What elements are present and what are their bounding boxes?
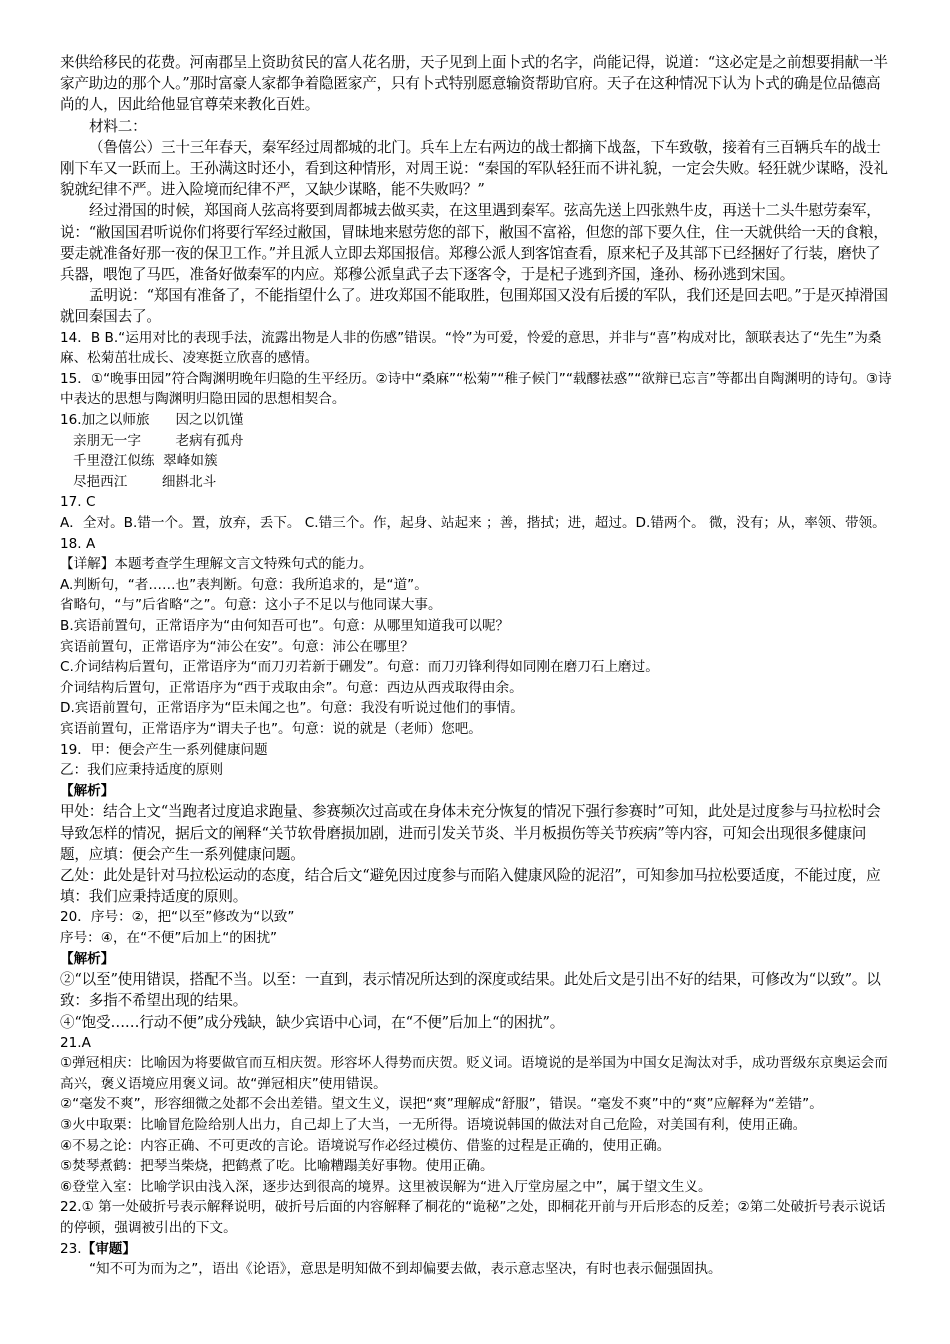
answer-19-jiexi-label: 【解析】 bbox=[60, 782, 115, 799]
answer-19-analysis: 乙处：此处是针对马拉松运动的态度，结合后文“避免因过度参与而陷入健康风险的泥沼”，可知参加马拉松要适度，不能过度，应填：我们应秉持适度的原则。 bbox=[60, 866, 881, 906]
answer-21-item: ⑤焚琴煮鹤：把琴当柴烧，把鹤煮了吃。比喻糟蹋美好事物。使用正确。 bbox=[60, 1158, 494, 1175]
answer-21-item: ②“毫发不爽”，形容细微之处都不会出差错。望文生义，误把“爽”理解成“舒服”，错误。“毫发不爽”中的“爽”应解释为“差错”。 bbox=[60, 1096, 823, 1113]
answer-16-line: 千里澄江似练 翠峰如簇 bbox=[60, 453, 218, 470]
answer-20-first: 20．序号：②，把“以至”修改为“以致” bbox=[60, 909, 295, 926]
answer-21-item: ⑥登堂入室：比喻学识由浅入深，逐步达到很高的境界。这里被误解为“进入厅堂房屋之中”，属于望文生义。 bbox=[60, 1178, 712, 1195]
answer-17-choice: 17. C bbox=[60, 494, 96, 511]
answer-21-item: ①弹冠相庆：比喻因为将要做官而互相庆贺。形容坏人得势而庆贺。贬义词。语境说的是举国为中国女足淘汰对手，成功晋级东京奥运会而高兴，褒义语境应用褒义词。故“弹冠相庆”使用错误。 bbox=[60, 1055, 888, 1092]
material2-paragraph-2: 经过滑国的时候，郑国商人弦高将要到周都城去做买卖，在这里遇到秦军。弦高先送上四张熟牛皮，再送十二头牛慰劳秦军，说：“敝国国君听说你们将要行军经过敝国，冒昧地来慰劳您的部下，敝国不富裕，但您的部下要久住，住一天就供给一天的食粮，要走就准备好那一夜的保卫工作。”并且派人立即去郑国报信。郑穆公派人到客馆查看，原来杞子及其部下已经捆好了行装，磨快了兵器，喂饱了马匹，准备好做秦军的内应。郑穆公派皇武子去下逐客令，于是杞子逃到齐国，逢孙、杨孙逃到宋国。 bbox=[60, 202, 888, 284]
answer-23-label: 【审题】 bbox=[81, 1240, 136, 1257]
answer-15: 15．①“晚事田园”符合陶渊明晚年归隐的生平经历。②诗中“桑麻”“松菊”“稚子候门”“载醪祛惑”“欲辩已忘言”等都出自陶渊明的诗句。③诗中表达的思想与陶渊明归隐田园的思想相契合。 bbox=[60, 370, 892, 408]
answer-19-analysis: 甲处：结合上文“当跑者过度追求跑量、参赛频次过高或在身体未充分恢复的情况下强行参赛时”可知，此处是过度参与马拉松时会导致怎样的情况，据后文的阐释“关节软骨磨损加剧，进而引发关节炎、半月板损伤等关节疾病”等内容，可知会出现很多健康问题，应填：便会产生一系列健康问题。 bbox=[60, 803, 881, 863]
answer-23-number: 23. bbox=[60, 1240, 82, 1257]
answer-21-choice: 21.A bbox=[60, 1034, 91, 1051]
answer-20-analysis: ②“以至”使用错误，搭配不当。以至：一直到，表示情况所达到的深度或结果。此处后文是引出不好的结果，可修改为“以致”。以致：多指不希望出现的结果。 bbox=[60, 971, 881, 1010]
answer-18-line: A.判断句，“者……也”表判断。句意：我所追求的，是“道”。 bbox=[60, 576, 428, 593]
material2-paragraph-1: （鲁僖公）三十三年春天，秦军经过周都城的北门。兵车上左右两边的战士都摘下战盔，下车致敬，接着有三百辆兵车的战士刚下车又一跃而上。王孙满这时还小，看到这种情形，对周王说：“秦国的军队轻狂而不讲礼貌，一定会失败。轻狂就少谋略，没礼貌就纪律不严。进入险境而纪律不严，又缺少谋略，能不失败吗？” bbox=[60, 138, 888, 199]
answer-22: 22.① 第一处破折号表示解释说明，破折号后面的内容解释了桐花的“诡秘”之处，即桐花开前与开后形态的反差；②第二处破折号表示说话的停顿，强调被引出的下文。 bbox=[60, 1199, 886, 1237]
material2-heading: 材料二： bbox=[89, 117, 147, 135]
answer-21-item: ④不易之论：内容正确、不可更改的言论。语境说写作必经过模仿、借鉴的过程是正确的，使用正确。 bbox=[60, 1137, 671, 1154]
answer-16-line: 亲朋无一字 老病有孤舟 bbox=[60, 432, 244, 449]
answer-20-jiexi-label: 【解析】 bbox=[60, 950, 115, 967]
answer-17-explanation: A．全对。B.错一个。置，放弃，丢下。 C.错三个。作，起身、站起来 ；善，揩拭；进，超过。D.错两个。 微，没有；从，率领、带领。 bbox=[60, 514, 886, 531]
answer-20-second: 序号：④，在“不便”后加上“的困扰” bbox=[60, 929, 278, 946]
answer-16-line: 16.加之以师旅 因之以饥馑 bbox=[60, 412, 244, 429]
answer-21-item: ③火中取栗：比喻冒危险给别人出力，自己却上了大当，一无所得。语境说韩国的做法对自己危险，对美国有利，使用正确。 bbox=[60, 1117, 807, 1134]
material1-tail-paragraph: 来供给移民的花费。河南郡呈上资助贫民的富人花名册，天子见到上面卜式的名字，尚能记得，说道：“这必定是之前想要捐献一半家产助边的那个人。”那时富豪人家都争着隐匿家产，只有卜式特别愿意输资帮助官府。天子在这种情况下认为卜式的确是位品德高尚的人，因此给他显官尊荣来教化百姓。 bbox=[60, 54, 888, 114]
answer-14: 14．B B.“运用对比的表现手法，流露出物是人非的伤感”错误。“怜”为可爱，怜爱的意思，并非与“喜”构成对比，颔联表达了“先生”为桑麻、松菊茁壮成长、凌寒挺立欣喜的感情。 bbox=[60, 329, 882, 367]
answer-18-detail: 【详解】本题考查学生理解文言文特殊句式的能力。 bbox=[60, 556, 373, 573]
answer-18-line: 介词结构后置句，正常语序为“西于戎取由余”。句意：西边从西戎取得由余。 bbox=[60, 679, 523, 696]
answer-18-line: D.宾语前置句，正常语序为“臣未闻之也”。句意：我没有听说过他们的事情。 bbox=[60, 700, 524, 717]
material2-paragraph-3: 孟明说：“郑国有准备了，不能指望什么了。进攻郑国不能取胜，包围郑国又没有后援的军队，我们还是回去吧。”于是灭掉滑国就回秦国去了。 bbox=[60, 287, 888, 326]
answer-18-line: 省略句，“与”后省略“之”。句意：这小子不足以与他同谋大事。 bbox=[60, 597, 442, 614]
answer-page bbox=[60, 52, 892, 1280]
answer-19-jia: 19．甲：便会产生一系列健康问题 bbox=[60, 741, 268, 758]
answer-18-line: B.宾语前置句，正常语序为“由何知吾可也”。句意：从哪里知道我可以呢？ bbox=[60, 617, 510, 634]
answer-18-line: 宾语前置句，正常语序为“谓夫子也”。句意：说的就是（老师）您吧。 bbox=[60, 720, 482, 737]
answer-18-choice: 18. A bbox=[60, 535, 96, 552]
answer-16-line: 尽挹西江 细斟北斗 bbox=[60, 473, 217, 490]
answer-23-text: “知不可为而为之”，语出《论语》，意思是明知做不到却偏要去做，表示意志坚决，有时也表示倔强固执。 bbox=[89, 1261, 722, 1278]
answer-20-analysis: ④“饱受……行动不便”成分残缺，缺少宾语中心词，在“不便”后加上“的困扰”。 bbox=[60, 1013, 565, 1031]
answer-23-heading bbox=[60, 1239, 892, 1260]
answer-18-line: C.介词结构后置句，正常语序为“而刀刃若新于硎发”。句意：而刀刃锋利得如同刚在磨刀石上磨过。 bbox=[60, 659, 659, 676]
answer-18-line: 宾语前置句，正常语序为“沛公在安”。句意：沛公在哪里？ bbox=[60, 638, 414, 655]
answer-19-yi: 乙：我们应秉持适度的原则 bbox=[60, 762, 224, 779]
